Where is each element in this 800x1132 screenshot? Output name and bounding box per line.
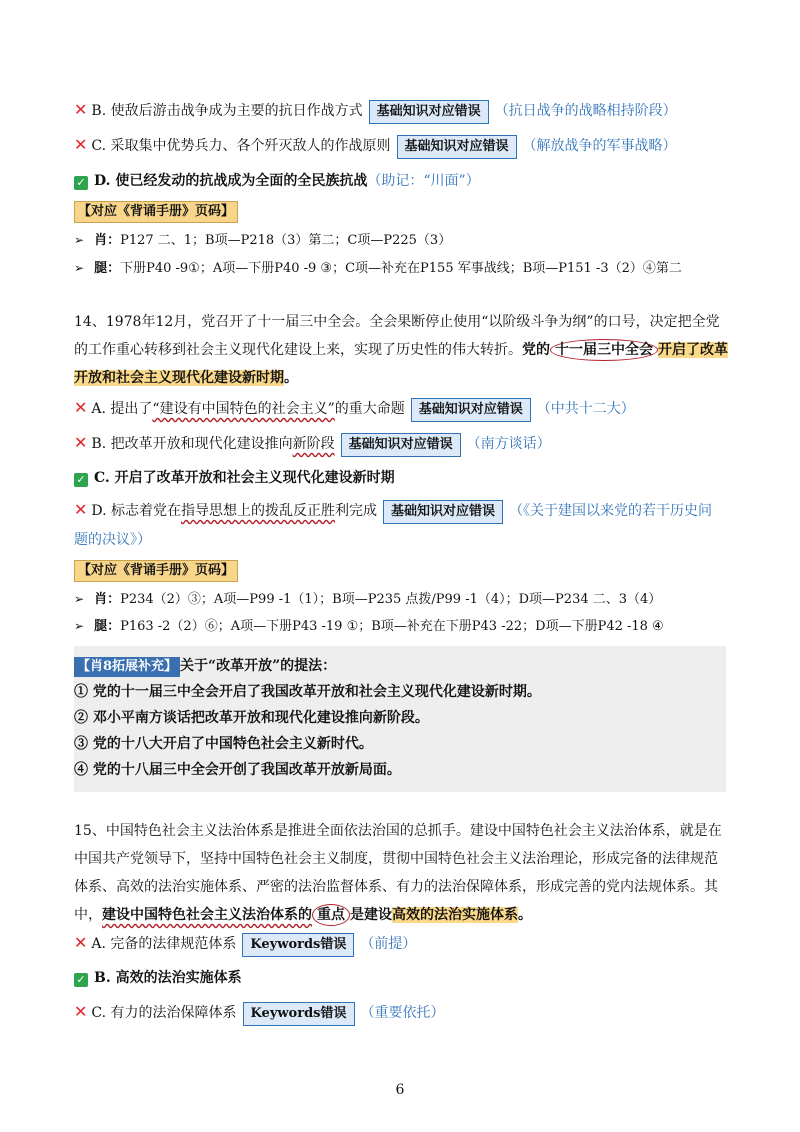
check-icon: ✓ xyxy=(74,176,88,190)
wrong-icon: ✕ xyxy=(74,398,88,417)
error-tag: 基础知识对应错误 xyxy=(397,135,517,159)
q13-option-c: ✕ C. 采取集中优势兵力、各个歼灭敌人的作战原则 基础知识对应错误 （解放战争的军事战略） xyxy=(74,135,730,159)
wrong-icon: ✕ xyxy=(74,433,88,452)
supplement-item: ② 邓小平南方谈话把改革开放和现代化建设推向新阶段。 xyxy=(74,710,429,726)
check-icon: ✓ xyxy=(74,473,88,487)
q14-ref-label: 【对应《背诵手册》页码】 xyxy=(74,560,730,582)
wrong-icon: ✕ xyxy=(74,500,88,519)
error-tag: Keywords错误 xyxy=(243,1002,355,1026)
q13-option-b: ✕ B. 使敌后游击战争成为主要的抗日作战方式 基础知识对应错误 （抗日战争的战略相持阶段） xyxy=(74,100,730,124)
circled-text: 重点 xyxy=(312,904,350,926)
error-tag: 基础知识对应错误 xyxy=(369,100,489,124)
wrong-icon: ✕ xyxy=(74,933,88,952)
error-tag: 基础知识对应错误 xyxy=(411,398,531,422)
q15-option-c: ✕ C. 有力的法治保障体系 Keywords错误 （重要依托） xyxy=(74,1002,730,1026)
q15-option-b: ✓ B. 高效的法治实施体系 xyxy=(74,968,730,988)
q14-option-a: ✕ A. 提出了“建设有中国特色的社会主义”的重大命题 基础知识对应错误 （中共十二大） xyxy=(74,398,730,422)
q13-ref-label: 【对应《背诵手册》页码】 xyxy=(74,201,730,223)
wrong-icon: ✕ xyxy=(74,100,88,119)
q14-stem: 14、1978年12月，党召开了十一届三中全会。全会果断停止使用“以阶级斗争为纲”的口号，决定把全党 的工作重心转移到社会主义现代化建设上来，实现了历史性的伟大转折。党的 十一届三中全会 开启了改革 开放和社会主义现代化建设新时期。 xyxy=(74,314,728,386)
q14-option-c: ✓ C. 开启了改革开放和社会主义现代化建设新时期 xyxy=(74,468,730,488)
q14-option-d-note-cont: 题的决议》） xyxy=(74,532,151,548)
arrow-icon: ➢ xyxy=(74,619,85,633)
q15-option-a: ✕ A. 完备的法律规范体系 Keywords错误 （前提） xyxy=(74,933,730,957)
q14-option-d: ✕ D. 标志着党在指导思想上的拨乱反正胜利完成 基础知识对应错误 （《关于建国以来党的若干历史问 xyxy=(74,500,730,524)
supplement-item: ① 党的十一届三中全会开启了我国改革开放和社会主义现代化建设新时期。 xyxy=(74,684,541,700)
q15-stem: 15、中国特色社会主义法治体系是推进全面依法治国的总抓手。建设中国特色社会主义法治体系，就是在 中国共产党领导下，坚持中国特色社会主义制度，贯彻中国特色社会主义法治理论，形成完备的法律规范 体系、高效的法治实施体系、严密的法治监督体系、有力的法治保障体系，形成完善的党内法规体系。其 中，建设中国特色社会主义法治体系的 重点 是建设高效的法治实施体系。 xyxy=(74,817,734,929)
supplement-item: ③ 党的十八大开启了中国特色社会主义新时代。 xyxy=(74,736,373,752)
error-tag: 基础知识对应错误 xyxy=(341,433,461,457)
q14-option-b: ✕ B. 把改革开放和现代化建设推向新阶段 基础知识对应错误 （南方谈话） xyxy=(74,433,730,457)
supplement-title: 【肖8拓展补充】 关于“改革开放”的提法： xyxy=(74,656,336,677)
check-icon: ✓ xyxy=(74,973,88,987)
q13-ref-xiao: ➢ 肖：P127 二、1；B项—P218（3）第二；C项—P225（3） xyxy=(74,233,452,248)
q13-option-d: ✓ D. 使已经发动的抗战成为全面的全民族抗战（助记：“川面”） xyxy=(74,171,730,191)
error-tag: Keywords错误 xyxy=(242,933,354,957)
arrow-icon: ➢ xyxy=(74,233,85,247)
arrow-icon: ➢ xyxy=(74,592,85,606)
wrong-icon: ✕ xyxy=(74,135,88,154)
supplement-box xyxy=(74,646,726,792)
arrow-icon: ➢ xyxy=(74,261,85,275)
supplement-item: ④ 党的十八届三中全会开创了我国改革开放新局面。 xyxy=(74,762,401,778)
wrong-icon: ✕ xyxy=(74,1002,88,1021)
q14-ref-xiao: ➢ 肖：P234（2）③；A项—P99 -1（1）；B项—P235 点拨/P99 -1（4）；D项—P234 二、3（4） xyxy=(74,592,662,607)
q13-ref-tui: ➢ 腿：下册P40 -9①；A项—下册P40 -9 ③；C项—补充在P155 军事战线；B项—P151 -3（2）④第二 xyxy=(74,261,682,276)
error-tag: 基础知识对应错误 xyxy=(383,500,503,524)
q14-ref-tui: ➢ 腿：P163 -2（2）⑥；A项—下册P43 -19 ①；B项—补充在下册P43 -22；D项—下册P42 -18 ④ xyxy=(74,619,664,634)
page-number: 6 xyxy=(395,1082,405,1098)
circled-text: 十一届三中全会 xyxy=(550,339,658,361)
